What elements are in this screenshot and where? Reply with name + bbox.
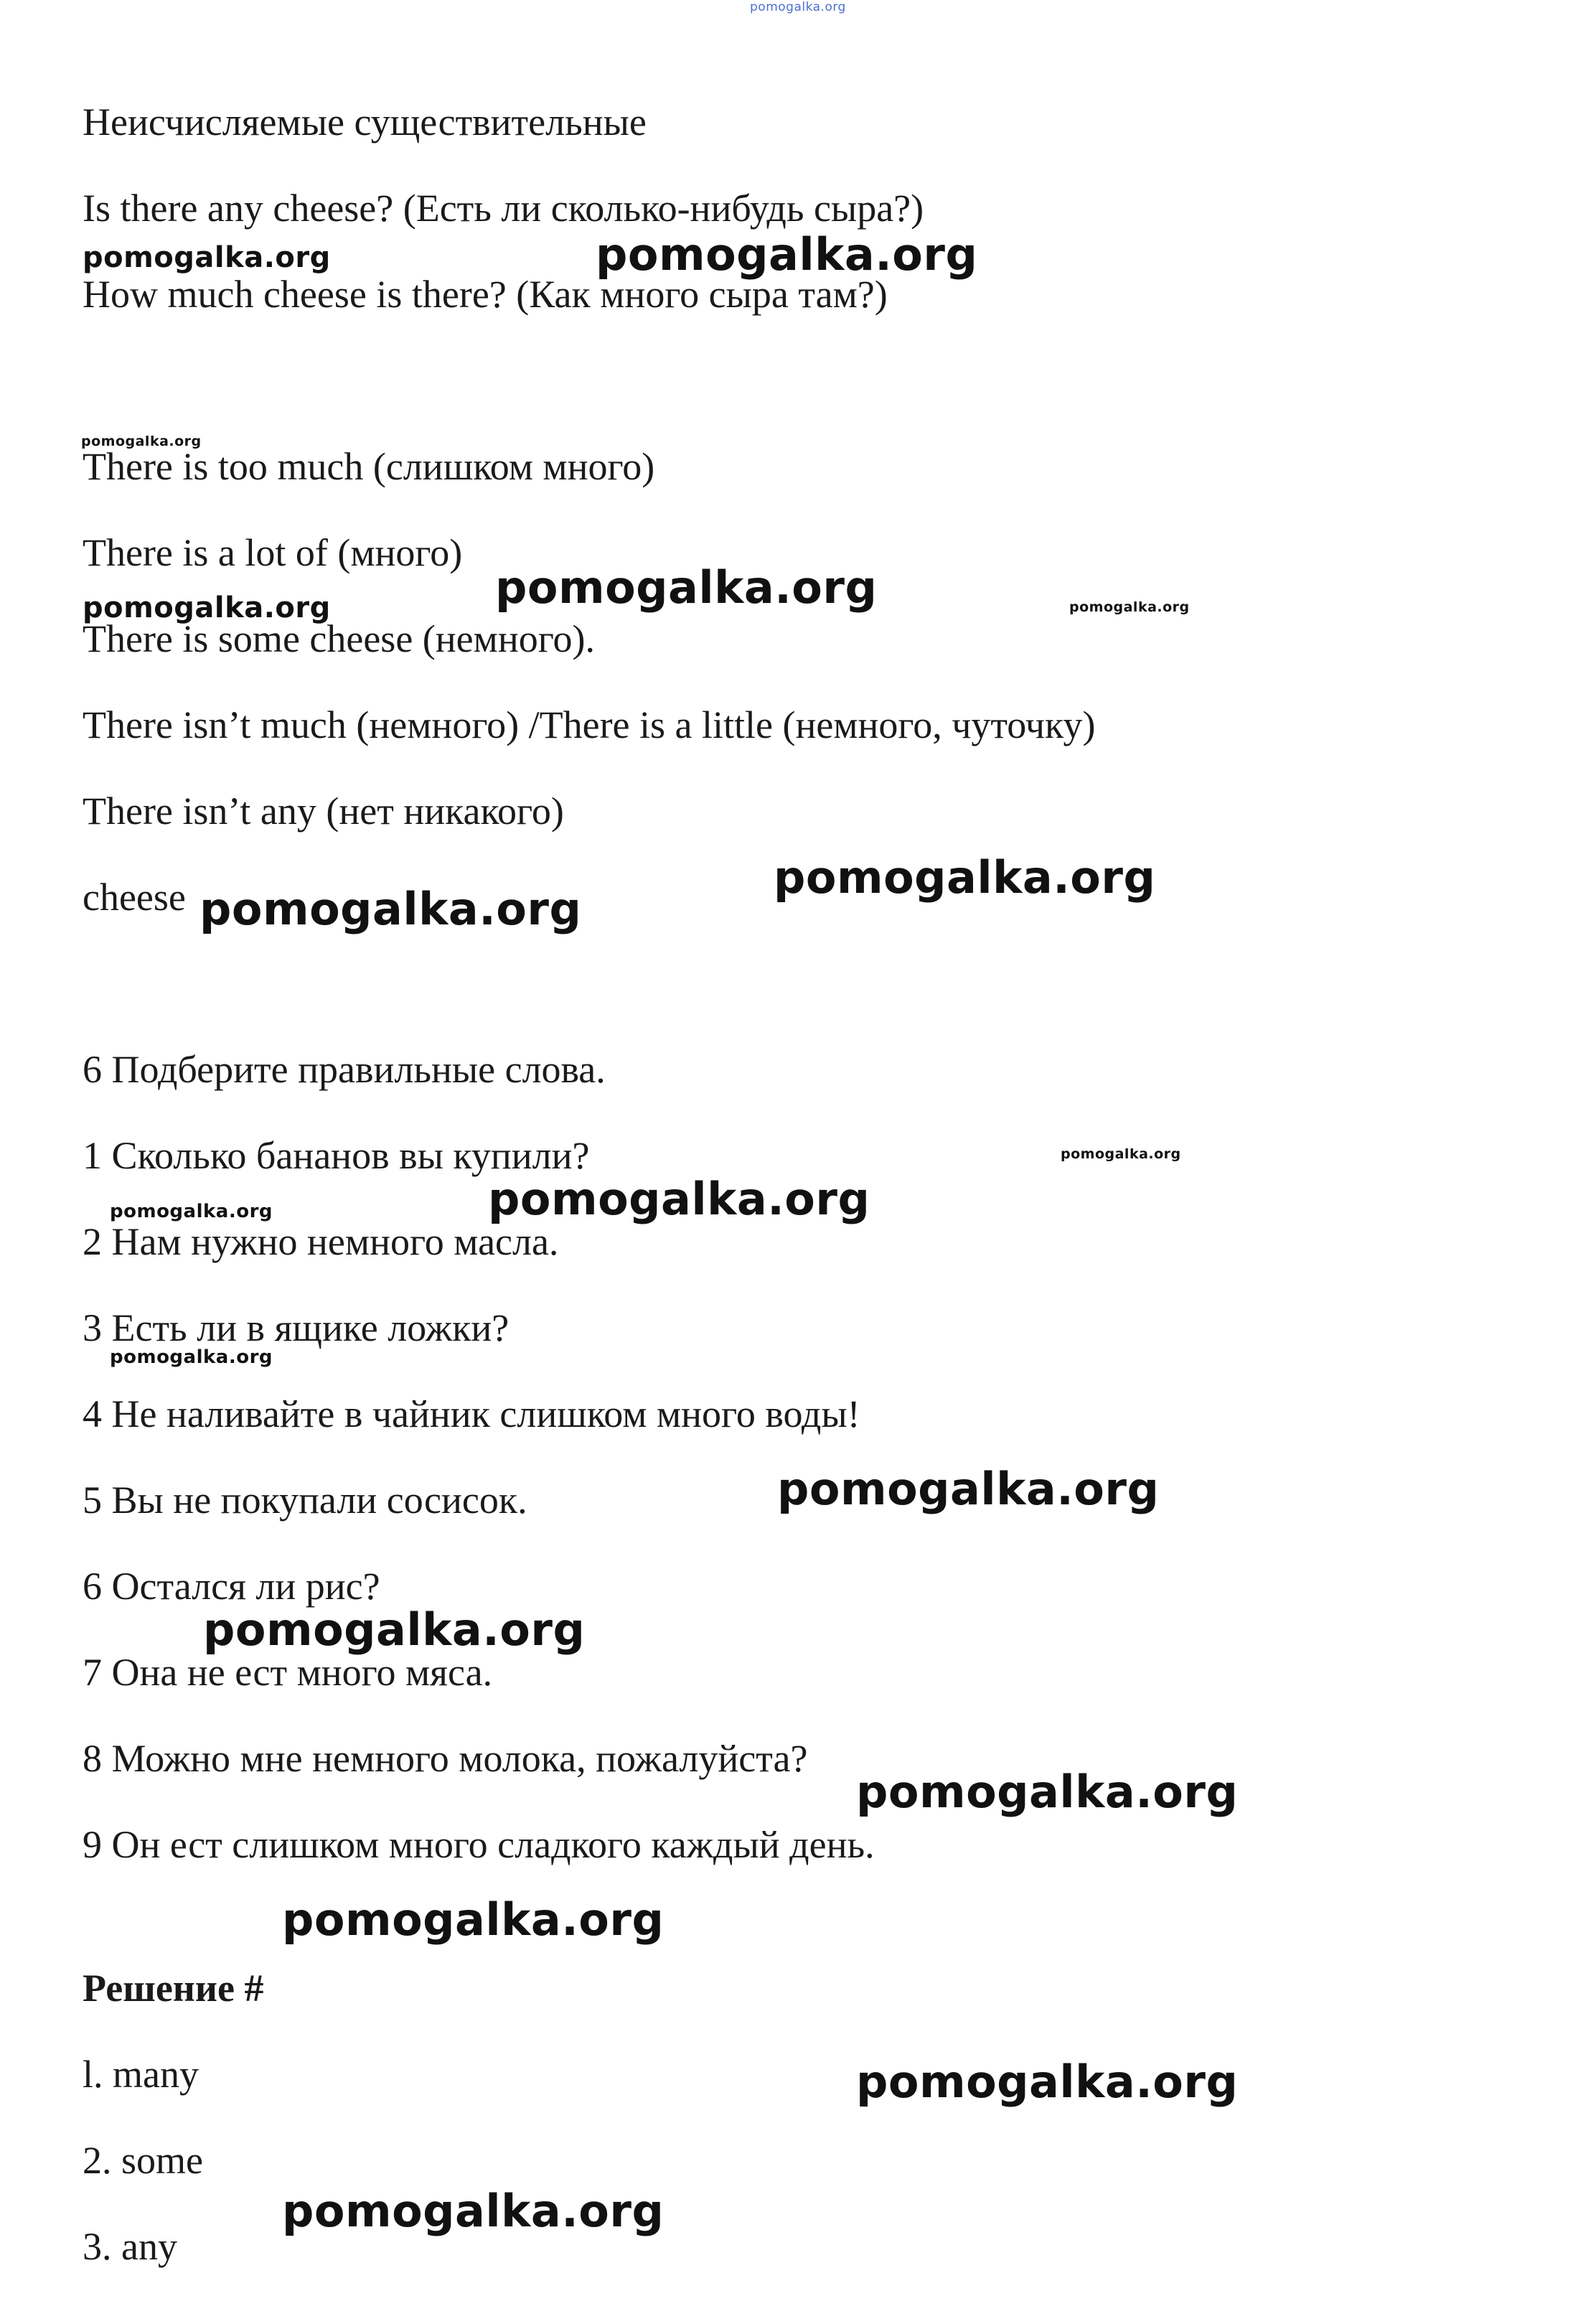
watermark: pomogalka.org — [199, 883, 582, 935]
watermark: pomogalka.org — [777, 1463, 1160, 1515]
exercise-item: 8 Можно мне немного молока, пожалуйста? — [83, 1737, 808, 1780]
theory-line: How much cheese is there? (Как много сыра там?) — [83, 273, 888, 316]
theory-line: There isn’t much (немного) /There is a little (немного, чуточку) — [83, 703, 1096, 746]
watermark: pomogalka.org — [856, 2056, 1239, 2108]
exercise-item: 9 Он ест слишком много сладкого каждый день. — [83, 1823, 875, 1866]
theory-line: There is some cheese (немного). — [83, 617, 595, 660]
exercise-item: 4 Не наливайте в чайник слишком много воды! — [83, 1392, 860, 1435]
watermark: pomogalka.org — [774, 851, 1156, 904]
theory-line: There is too much (слишком много) — [83, 445, 655, 488]
theory-line: cheese — [83, 876, 186, 919]
watermark: pomogalka.org — [596, 228, 978, 281]
exercise-item: 2 Нам нужно немного масла. — [83, 1220, 559, 1263]
watermark: pomogalka.org — [83, 241, 331, 274]
watermark: pomogalka.org — [1061, 1146, 1181, 1162]
watermark: pomogalka.org — [495, 561, 878, 614]
exercise-title: 6 Подберите правильные слова. — [83, 1048, 606, 1091]
watermark: pomogalka.org — [110, 1201, 273, 1222]
watermark: pomogalka.org — [81, 434, 202, 449]
solution-answer: 3. any — [83, 2225, 177, 2268]
solution-title: Решение # — [83, 1967, 264, 2010]
header-watermark: pomogalka.org — [750, 0, 846, 14]
exercise-item: 5 Вы не покупали сосисок. — [83, 1479, 527, 1522]
watermark: pomogalka.org — [488, 1173, 870, 1225]
solution-answer: l. many — [83, 2053, 199, 2096]
exercise-item: 3 Есть ли в ящике ложки? — [83, 1306, 510, 1349]
watermark: pomogalka.org — [1069, 599, 1190, 615]
exercise-item: 6 Остался ли рис? — [83, 1565, 380, 1608]
theory-line: There is a lot of (много) — [83, 531, 463, 574]
watermark: pomogalka.org — [856, 1766, 1239, 1818]
watermark: pomogalka.org — [203, 1603, 586, 1656]
watermark: pomogalka.org — [83, 591, 331, 624]
exercise-item: 1 Сколько бананов вы купили? — [83, 1134, 590, 1177]
watermark: pomogalka.org — [282, 2185, 665, 2237]
watermark: pomogalka.org — [110, 1346, 273, 1368]
theory-title: Неисчисляемые существительные — [83, 100, 647, 144]
exercise-item: 7 Она не ест много мяса. — [83, 1651, 493, 1694]
theory-line: There isn’t any (нет никакого) — [83, 789, 564, 833]
theory-line: Is there any cheese? (Есть ли сколько-нибудь сыра?) — [83, 187, 924, 230]
watermark: pomogalka.org — [282, 1893, 665, 1946]
solution-answer: 2. some — [83, 2139, 203, 2182]
